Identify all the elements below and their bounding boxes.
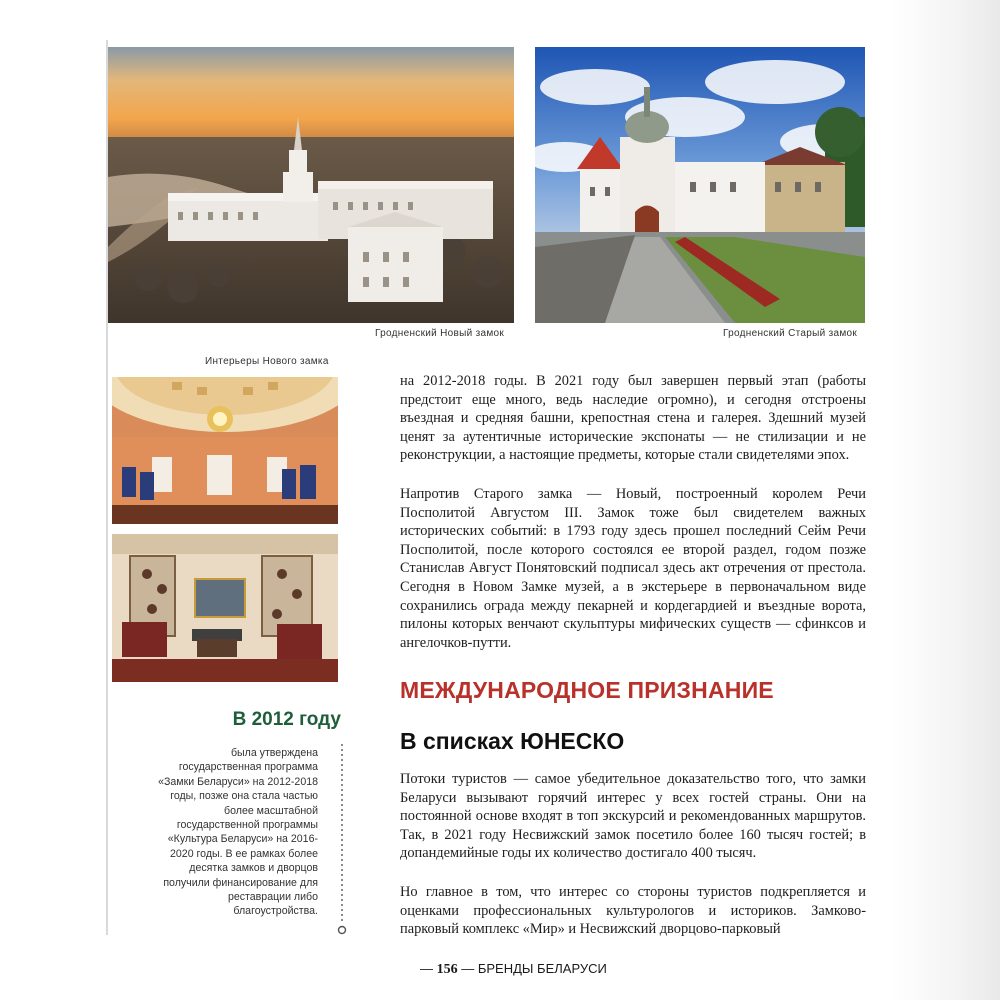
photo-interior-exhibits	[112, 534, 338, 682]
subsection-title: В списках ЮНЕСКО	[400, 728, 625, 754]
footer-dash-right: —	[457, 961, 478, 976]
page-number: 156	[436, 962, 458, 977]
caption-old-castle: Гродненский Старый замок	[723, 328, 858, 339]
photo-interior-hall	[112, 377, 338, 524]
publication-title: БРЕНДЫ БЕЛАРУСИ	[477, 961, 607, 976]
photo-new-castle	[108, 47, 514, 323]
paragraph-new-castle: Напротив Старого замка — Новый, построенный королем Речи Посполитой Августом III. Замок тоже был свидетелем важных исторических событий: в 1793 году здесь прошел последний Сейм Речи Посполитой, после которого состоялся ее второй раздел, годом позже Станислав Август Понятовский подписал здесь акт отречения от престола. Сегодня в Новом Замке музей, а в экстерьере в первоначальном виде сохранились ограда между пекарней и кордегардией и въездные ворота, пилоны которых венчают скульптуры мифических существ — сфинксов и ангелочков-путти.	[400, 486, 866, 651]
photo-old-castle	[535, 47, 865, 323]
footer-dash-left: —	[420, 961, 437, 976]
sidebar-dotted-line	[336, 742, 348, 937]
caption-new-castle: Гродненский Новый замок	[375, 328, 505, 339]
caption-interiors: Интерьеры Нового замка	[205, 356, 329, 367]
sidebar-text: была утверждена государственная программа «Замки Беларуси» на 2012-2018 годы, позже она стала частью более масштабной государственной программы «Культура Беларуси» на 2016-2020 годы. В ее рамках более десятка замков и дворцов получили финансирование для реставрации либо благоустройства.	[158, 747, 318, 918]
paragraph-tourists: Потоки туристов — самое убедительное доказательство того, что замки Беларуси вызывают горячий интерес у всех гостей страны. Они на постоянной основе входят в топ экскурсий и рекомендованных маршрутов. Так, в 2021 году Несвижский замок посетило более 160 тысяч гостей; в допандемийные годы их количество достигало 400 тысяч.	[400, 771, 866, 862]
paragraph-experts: Но главное в том, что интерес со стороны туристов подкрепляется и оценками профессиональных культурологов и историков. Замково-парковый комплекс «Мир» и Несвижский дворцово-парковый	[400, 884, 866, 938]
paragraph-restoration: на 2012-2018 годы. В 2021 году был завершен первый этап (работы предстоит еще много, ведь наследие огромно), и сегодня отстроены въездная и средняя башни, крепостная стена и галерея. Здешний музей ценят за аутентичные исторические экспонаты — не стилизации и не реконструкции, а настоящие предметы, которые стали свидетелями эпох.	[400, 373, 866, 464]
sidebar-heading: В 2012 году	[232, 709, 341, 730]
section-title: МЕЖДУНАРОДНОЕ ПРИЗНАНИЕ	[400, 677, 774, 703]
page-footer	[420, 961, 607, 978]
page-edge-shadow	[890, 0, 1000, 1000]
